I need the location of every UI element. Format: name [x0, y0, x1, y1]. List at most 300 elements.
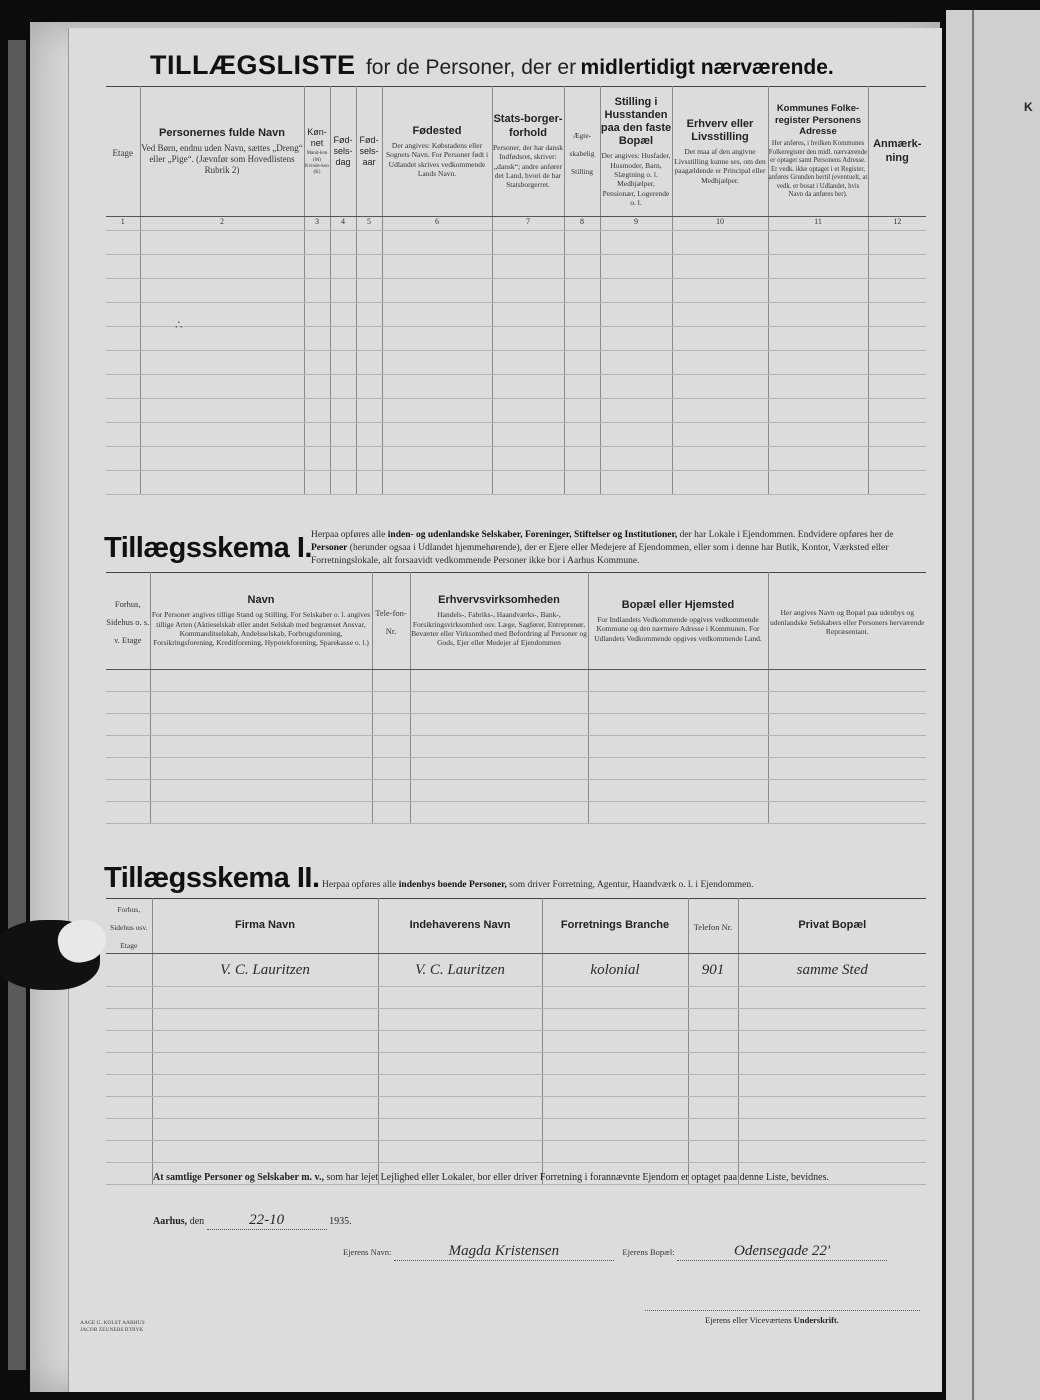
table-cell — [410, 692, 588, 714]
col-num: 7 — [492, 217, 564, 231]
title-middle: for de Personer, der er — [365, 56, 577, 79]
main-table — [106, 86, 926, 495]
table-cell — [868, 303, 926, 327]
table-cell — [688, 1009, 738, 1031]
col-navn: Personernes fulde Navn Ved Børn, endnu uden Navn, sættes „Dreng“ eller „Pige“. (Jævnfør som Hovedlistens Rubrik 2) — [140, 87, 304, 217]
table-cell — [140, 471, 304, 495]
table-cell — [868, 471, 926, 495]
table-cell — [492, 423, 564, 447]
table-cell — [152, 1097, 378, 1119]
table-cell — [768, 375, 868, 399]
table-cell — [140, 423, 304, 447]
s2-col-indehaver: Indehaverens Navn — [378, 899, 542, 954]
table-cell — [372, 670, 410, 692]
table-row — [106, 1141, 926, 1163]
table-cell — [140, 351, 304, 375]
schema2-description: Herpaa opføres alle indenbys boende Personer, som driver Forretning, Agentur, Haandværk o. l. i Ejendommen. — [322, 880, 754, 890]
table-cell — [356, 399, 382, 423]
table-row — [106, 758, 926, 780]
next-page-letter: K — [1024, 100, 1033, 114]
table-cell — [304, 327, 330, 351]
table-row — [106, 327, 926, 351]
table-cell — [382, 471, 492, 495]
table-cell — [600, 231, 672, 255]
table-cell — [372, 714, 410, 736]
table-cell — [378, 1141, 542, 1163]
table-cell — [492, 255, 564, 279]
table-cell — [688, 1031, 738, 1053]
table-cell — [106, 758, 150, 780]
table-cell — [768, 670, 926, 692]
table-cell — [304, 351, 330, 375]
schema2-title: Tillægsskema II. — [104, 862, 320, 894]
table-cell — [106, 1163, 152, 1185]
table-cell — [738, 1053, 926, 1075]
table-cell — [382, 231, 492, 255]
table-cell — [672, 375, 768, 399]
table-cell — [140, 447, 304, 471]
s1-col-repraesentant: Her angives Navn og Bopæl paa udenbys og udenlandske Selskabers eller Personers herværende Repræsentant. — [768, 573, 926, 670]
table-cell — [768, 736, 926, 758]
table-cell — [150, 714, 372, 736]
col-aegteskab: Ægte-skabelig Stilling — [564, 87, 600, 217]
table-cell — [106, 399, 140, 423]
table-cell — [868, 327, 926, 351]
schema1-description: Herpaa opføres alle inden- og udenlandske Selskaber, Foreninger, Stiftelser og Institutioner, der har Lokale i Ejendommen. Endvidere opføres her de Personer (herunder ogsaa i Udlandet hjemmehørende), der er Ejere eller Medejere af Ejendommen, eller som i denne har Butik, Kontor, Værksted eller Forretningslokale, alt forsaavidt vedkommende Personer ikke bor i Aarhus Kommune. — [311, 530, 894, 566]
table-cell — [356, 303, 382, 327]
table-cell — [106, 303, 140, 327]
table-row — [106, 1009, 926, 1031]
table-cell — [688, 1119, 738, 1141]
table-cell — [564, 399, 600, 423]
table-cell — [378, 1119, 542, 1141]
table-cell — [768, 714, 926, 736]
table-cell — [378, 1009, 542, 1031]
table-row — [106, 670, 926, 692]
table-cell — [738, 987, 926, 1009]
table-cell — [304, 255, 330, 279]
table-cell — [410, 802, 588, 824]
table-cell — [588, 670, 768, 692]
table-cell — [688, 1097, 738, 1119]
page-fold — [972, 10, 974, 1400]
table-cell — [106, 987, 152, 1009]
certification-text: At samtlige Personer og Selskaber m. v., som har lejet Lejlighed eller Lokaler, bor eller driver Forretning i forannævnte Ejendom er optaget paa denne Liste, bevidnes. — [153, 1172, 829, 1183]
table-cell — [768, 780, 926, 802]
table-row — [106, 1031, 926, 1053]
col-num: 3 — [304, 217, 330, 231]
table-cell — [564, 471, 600, 495]
table-cell — [868, 399, 926, 423]
table-cell — [410, 714, 588, 736]
table-cell — [106, 447, 140, 471]
table-cell — [564, 423, 600, 447]
column-numbers — [106, 217, 926, 231]
s2-cell-branche: kolonial — [542, 954, 688, 987]
s2-col-branche: Forretnings Branche — [542, 899, 688, 954]
table-row — [106, 231, 926, 255]
table-cell — [672, 447, 768, 471]
table-cell — [304, 447, 330, 471]
table-cell — [492, 327, 564, 351]
table-cell — [688, 1141, 738, 1163]
table-cell — [600, 375, 672, 399]
table-cell — [768, 758, 926, 780]
table-cell — [600, 279, 672, 303]
owner-address: Odensegade 22' — [734, 1243, 831, 1259]
table-cell — [868, 447, 926, 471]
table-cell — [150, 736, 372, 758]
table-cell — [564, 303, 600, 327]
table-cell — [382, 255, 492, 279]
table-row — [106, 1097, 926, 1119]
table-cell — [356, 231, 382, 255]
table-cell — [372, 736, 410, 758]
s2-col-firma: Firma Navn — [152, 899, 378, 954]
table-cell — [492, 399, 564, 423]
s2-cell-etage — [106, 954, 152, 987]
table-cell — [106, 231, 140, 255]
schema2-table — [106, 898, 926, 1185]
table-cell — [372, 692, 410, 714]
table-cell — [868, 351, 926, 375]
table-cell — [152, 1075, 378, 1097]
table-cell — [382, 375, 492, 399]
table-cell — [410, 780, 588, 802]
table-cell — [356, 255, 382, 279]
schema1-table — [106, 572, 926, 824]
table-cell — [356, 375, 382, 399]
main-table-header — [106, 87, 926, 217]
table-cell — [738, 1009, 926, 1031]
col-num: 6 — [382, 217, 492, 231]
table-cell — [542, 1119, 688, 1141]
col-anmaerkning: Anmærk-ning — [868, 87, 926, 217]
table-cell — [330, 471, 356, 495]
table-row — [106, 714, 926, 736]
table-cell — [304, 471, 330, 495]
table-cell — [106, 736, 150, 758]
table-row — [106, 987, 926, 1009]
table-cell — [492, 303, 564, 327]
table-cell — [382, 279, 492, 303]
table-cell — [688, 987, 738, 1009]
table-row — [106, 423, 926, 447]
table-cell — [356, 423, 382, 447]
table-cell — [672, 471, 768, 495]
page-title — [150, 50, 834, 81]
table-cell — [588, 758, 768, 780]
table-cell — [868, 279, 926, 303]
table-cell — [304, 399, 330, 423]
table-cell — [564, 231, 600, 255]
table-cell — [492, 279, 564, 303]
table-cell — [688, 1053, 738, 1075]
table-cell — [564, 255, 600, 279]
table-cell — [304, 303, 330, 327]
table-row — [106, 780, 926, 802]
table-cell — [330, 399, 356, 423]
table-cell — [672, 255, 768, 279]
table-cell — [106, 255, 140, 279]
table-cell — [106, 1053, 152, 1075]
table-cell — [768, 471, 868, 495]
table-cell — [564, 447, 600, 471]
table-cell — [672, 303, 768, 327]
table-cell — [140, 255, 304, 279]
stray-mark: ∴ — [175, 318, 183, 332]
owner-name: Magda Kristensen — [448, 1243, 560, 1259]
table-cell — [378, 1075, 542, 1097]
table-cell — [372, 758, 410, 780]
table-cell — [106, 1141, 152, 1163]
table-cell — [768, 279, 868, 303]
table-cell — [768, 423, 868, 447]
col-num: 12 — [868, 217, 926, 231]
col-num: 5 — [356, 217, 382, 231]
table-cell — [106, 1119, 152, 1141]
schema2-header — [106, 899, 926, 954]
col-kon: Køn-net Mand-kon (M) Kvinde-kon (K) — [304, 87, 330, 217]
table-cell — [868, 423, 926, 447]
s1-col-erhverv: Erhvervsvirksomheden Handels-, Fabriks-, Haandværks-, Bank-, Forsikringsvirksomhed osv. Læge, Sagfører, Entreprenør, Beværter eller Virksomhed med Befordring af Personer og Gods, Ejer eller Medejer af Ejendommen — [410, 573, 588, 670]
table-cell — [768, 327, 868, 351]
table-cell — [492, 471, 564, 495]
table-cell — [410, 670, 588, 692]
col-num: 9 — [600, 217, 672, 231]
table-cell — [140, 399, 304, 423]
table-cell — [106, 279, 140, 303]
table-cell — [868, 231, 926, 255]
table-row — [106, 303, 926, 327]
table-cell — [738, 1075, 926, 1097]
table-cell — [492, 375, 564, 399]
s1-col-bopael: Bopæl eller Hjemsted For Indlandets Vedkommende opgives vedkommende Kommune og den nærmere Adresse i Kommunen. For Udlandets Vedkommende opgives vedkommende Land. — [588, 573, 768, 670]
table-cell — [152, 1141, 378, 1163]
col-num: 4 — [330, 217, 356, 231]
col-adresse: Kommunes Folke-register Personens Adresse Her anføres, i hvilken Kommunes Folkeregister den midl. nærværende er optaget samt Personens Adresse. Er vedk. ikke optaget i et Register, anføres Grunden hertil (eventuelt, at vedk. er bosat i Udlandet, hvis Navn da anføres her). — [768, 87, 868, 217]
table-row — [106, 1075, 926, 1097]
table-cell — [738, 1031, 926, 1053]
table-cell — [410, 736, 588, 758]
table-cell — [382, 327, 492, 351]
table-cell — [152, 1053, 378, 1075]
table-row — [106, 399, 926, 423]
table-cell — [600, 447, 672, 471]
table-cell — [672, 231, 768, 255]
table-cell — [106, 423, 140, 447]
book-edge — [8, 40, 26, 1370]
col-fodselsaar: Fød-sels-aar — [356, 87, 382, 217]
date-value: 22-10 — [249, 1212, 285, 1228]
table-cell — [410, 758, 588, 780]
table-cell — [106, 351, 140, 375]
table-cell — [542, 1141, 688, 1163]
table-cell — [564, 351, 600, 375]
table-cell — [588, 802, 768, 824]
signature-line — [645, 1310, 920, 1311]
table-cell — [738, 1141, 926, 1163]
table-row — [106, 471, 926, 495]
s1-col-navn: Navn For Personer angives tillige Stand og Stilling. For Selskaber o. l. angives tillige Arten (Aktieselskab eller andet Selskab med begrænset Ansvar, Kommanditselskab, Andelsselskab, Forbrugsforening, Forsikringsforening, Kreditforening, Hypotekforening, Sparekasse o. l.) — [150, 573, 372, 670]
table-cell — [356, 447, 382, 471]
s2-cell-firma: V. C. Lauritzen — [152, 954, 378, 987]
table-row — [106, 1053, 926, 1075]
table-row — [106, 736, 926, 758]
table-cell — [542, 1031, 688, 1053]
table-cell — [150, 670, 372, 692]
table-cell — [304, 231, 330, 255]
table-cell — [588, 736, 768, 758]
signature-label: Ejerens eller Viceværtens Underskrift. — [705, 1315, 839, 1325]
table-cell — [382, 399, 492, 423]
table-cell — [492, 351, 564, 375]
table-cell — [106, 670, 150, 692]
table-cell — [492, 231, 564, 255]
s1-col-telefon: Tele-fon-Nr. — [372, 573, 410, 670]
s2-cell-bopael: samme Sted — [738, 954, 926, 987]
table-row — [106, 447, 926, 471]
table-cell — [140, 375, 304, 399]
table-cell — [106, 692, 150, 714]
table-cell — [152, 1031, 378, 1053]
table-cell — [106, 714, 150, 736]
table-cell — [106, 1075, 152, 1097]
table-cell — [600, 423, 672, 447]
table-cell — [378, 1053, 542, 1075]
table-cell — [356, 327, 382, 351]
table-cell — [672, 279, 768, 303]
table-cell — [768, 447, 868, 471]
table-cell — [330, 303, 356, 327]
table-cell — [356, 279, 382, 303]
table-cell — [768, 399, 868, 423]
table-cell — [688, 1075, 738, 1097]
schema1-header — [106, 573, 926, 670]
table-cell — [106, 1031, 152, 1053]
table-row — [106, 1119, 926, 1141]
table-cell — [372, 780, 410, 802]
table-cell — [564, 375, 600, 399]
table-cell — [140, 231, 304, 255]
owner-line: Ejerens Navn: Magda Kristensen Ejerens Bopæl: Odensegade 22' — [343, 1243, 887, 1261]
col-stilling: Stilling i Husstanden paa den faste Bopæl Der angives: Husfader, Husmoder, Barn, Slægtning o. l. Medhjælper, Pensionær, Logerende o. l. — [600, 87, 672, 217]
table-cell — [330, 375, 356, 399]
col-erhverv: Erhverv eller Livsstilling Det maa af den angivne Livsstilling kunne ses, om den paagældende er Principal eller Medhjælper. — [672, 87, 768, 217]
table-cell — [768, 255, 868, 279]
table-cell — [600, 351, 672, 375]
schema2-entry-row — [106, 954, 926, 987]
table-cell — [140, 303, 304, 327]
table-cell — [378, 1031, 542, 1053]
table-cell — [382, 351, 492, 375]
table-cell — [588, 692, 768, 714]
table-cell — [738, 1119, 926, 1141]
table-cell — [600, 303, 672, 327]
table-cell — [768, 303, 868, 327]
table-cell — [304, 375, 330, 399]
table-cell — [600, 255, 672, 279]
table-cell — [330, 351, 356, 375]
schema1-title: Tillægsskema I. — [104, 532, 312, 564]
table-cell — [672, 327, 768, 351]
col-num: 1 — [106, 217, 140, 231]
table-cell — [542, 1097, 688, 1119]
table-cell — [542, 1009, 688, 1031]
table-cell — [672, 423, 768, 447]
title-main: TILLÆGSLISTE — [150, 50, 356, 80]
table-cell — [868, 375, 926, 399]
table-cell — [600, 327, 672, 351]
table-row — [106, 255, 926, 279]
s2-col-telefon: Telefon Nr. — [688, 899, 738, 954]
printer-mark: AAGE G. KOLST AARHUS JACOB ZEUNERS BTRYK — [80, 1320, 145, 1333]
table-cell — [330, 279, 356, 303]
table-cell — [768, 351, 868, 375]
table-cell — [600, 471, 672, 495]
table-cell — [150, 692, 372, 714]
table-cell — [304, 279, 330, 303]
table-cell — [106, 471, 140, 495]
table-cell — [330, 231, 356, 255]
table-cell — [542, 987, 688, 1009]
table-cell — [106, 327, 140, 351]
table-cell — [330, 255, 356, 279]
table-cell — [542, 1075, 688, 1097]
table-cell — [382, 447, 492, 471]
table-row — [106, 375, 926, 399]
table-row — [106, 279, 926, 303]
table-cell — [356, 351, 382, 375]
table-cell — [768, 692, 926, 714]
s2-col-etage: Forhus, Sidehus osv. Etage — [106, 899, 152, 954]
table-cell — [152, 987, 378, 1009]
table-row — [106, 692, 926, 714]
table-cell — [564, 327, 600, 351]
col-etage: Etage — [106, 87, 140, 217]
col-num: 11 — [768, 217, 868, 231]
col-num: 2 — [140, 217, 304, 231]
next-page-edge — [946, 10, 1040, 1400]
table-cell — [330, 327, 356, 351]
table-cell — [152, 1119, 378, 1141]
table-cell — [672, 351, 768, 375]
s1-col-etage: Forhus, Sidehus o. s. v. Etage — [106, 573, 150, 670]
s2-cell-indehaver: V. C. Lauritzen — [378, 954, 542, 987]
table-cell — [378, 987, 542, 1009]
table-cell — [150, 780, 372, 802]
table-cell — [140, 279, 304, 303]
title-bold: midlertidigt nærværende. — [580, 56, 834, 79]
table-cell — [330, 423, 356, 447]
table-row — [106, 351, 926, 375]
col-fodselsdag: Fød-sels-dag — [330, 87, 356, 217]
table-cell — [150, 802, 372, 824]
table-cell — [330, 447, 356, 471]
table-cell — [150, 758, 372, 780]
col-fodested: Fødested Der angives: Købstadens eller Sognets Navn. For Personer født i Udlandet skrives vedkommende Lands Navn. — [382, 87, 492, 217]
table-cell — [106, 1097, 152, 1119]
table-cell — [672, 399, 768, 423]
table-cell — [768, 231, 868, 255]
table-cell — [588, 780, 768, 802]
table-cell — [492, 447, 564, 471]
table-cell — [868, 255, 926, 279]
table-cell — [106, 780, 150, 802]
table-cell — [382, 303, 492, 327]
table-cell — [382, 423, 492, 447]
table-cell — [152, 1009, 378, 1031]
